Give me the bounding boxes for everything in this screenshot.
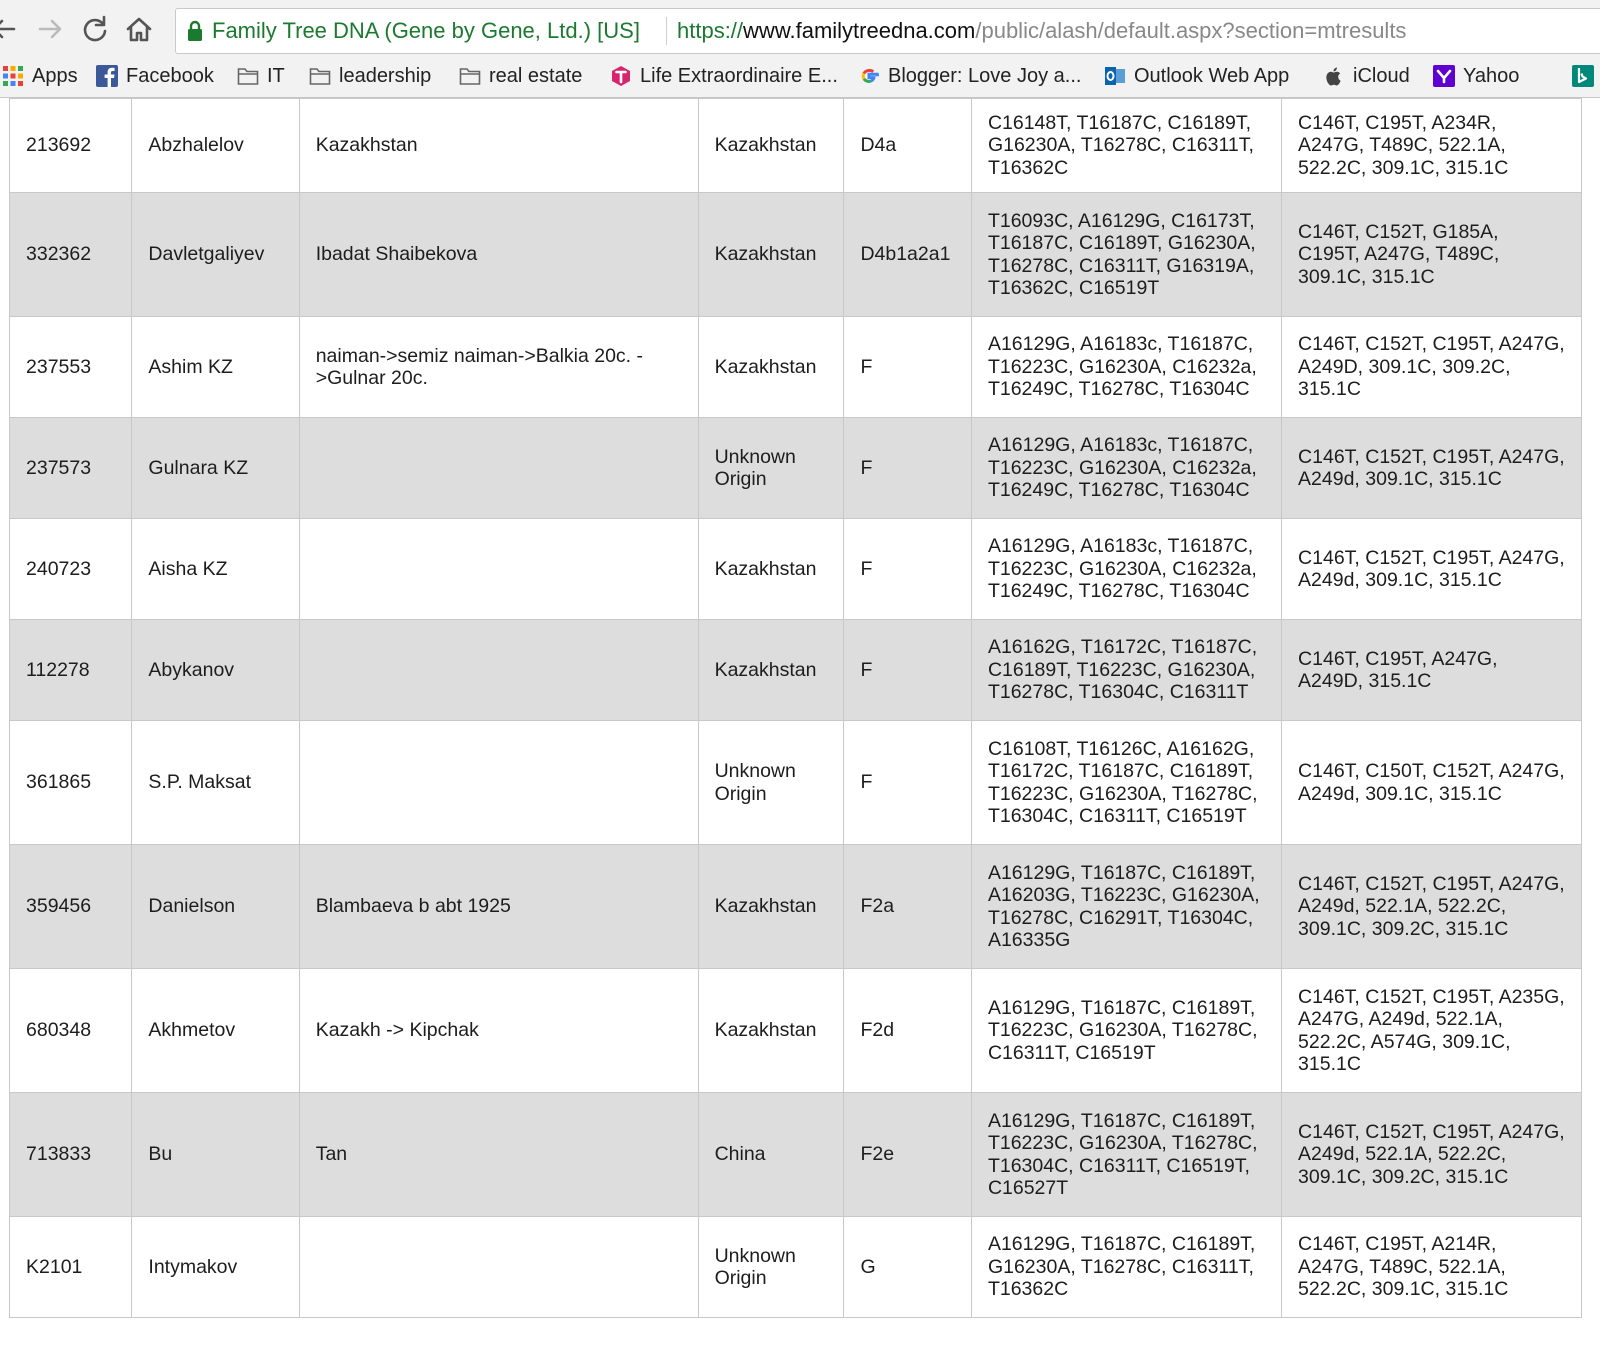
surname-cell: Abykanov <box>132 620 299 721</box>
bookmark-blogger[interactable] <box>858 58 1081 94</box>
surname-cell: Ashim KZ <box>132 317 299 418</box>
kit-number-cell: 237553 <box>10 317 132 418</box>
country-cell: Unknown Origin <box>698 721 844 845</box>
page-bottom-margin <box>0 1318 1600 1348</box>
bookmark-label: iCloud <box>1353 64 1410 87</box>
bookmark-yahoo[interactable] <box>1433 58 1519 94</box>
country-cell: Kazakhstan <box>698 620 844 721</box>
table-row <box>10 193 1582 317</box>
apple-icon <box>1323 65 1345 87</box>
surname-cell: Aisha KZ <box>132 519 299 620</box>
country-cell: Unknown Origin <box>698 1217 844 1318</box>
hvr1-mutations-cell: A16129G, A16183c, T16187C, T16223C, G16230A, C16232a, T16249C, T16278C, T16304C <box>971 418 1281 519</box>
hvr1-mutations-cell: A16129G, A16183c, T16187C, T16223C, G16230A, C16232a, T16249C, T16278C, T16304C <box>971 317 1281 418</box>
haplogroup-cell: G <box>844 1217 972 1318</box>
url-path: /public/alash/default.aspx?section=mtresults <box>975 18 1407 43</box>
url-scheme: https:// <box>677 18 744 43</box>
table-row <box>10 418 1582 519</box>
bing-icon <box>1572 65 1594 87</box>
bookmark-outlook[interactable] <box>1104 58 1289 94</box>
surname-cell: S.P. Maksat <box>132 721 299 845</box>
bookmark-label: leadership <box>339 64 432 87</box>
table-row <box>10 99 1582 193</box>
maternal-ancestor-cell: naiman->semiz naiman->Balkia 20c. ->Gulnar 20c. <box>299 317 698 418</box>
mtdna-results-table <box>9 98 1582 1318</box>
haplogroup-cell: F <box>844 620 972 721</box>
kit-number-cell: 361865 <box>10 721 132 845</box>
kit-number-cell: 213692 <box>10 99 132 193</box>
hvr2-mutations-cell: C146T, C195T, A247G, A249D, 315.1C <box>1282 620 1582 721</box>
kit-number-cell: K2101 <box>10 1217 132 1318</box>
bookmarks-bar <box>0 58 1600 96</box>
country-cell: Kazakhstan <box>698 99 844 193</box>
kit-number-cell: 237573 <box>10 418 132 519</box>
country-cell: China <box>698 1093 844 1217</box>
hvr1-mutations-cell: A16129G, T16187C, C16189T, A16203G, T16223C, G16230A, T16278C, C16291T, T16304C, A16335G <box>971 845 1281 969</box>
google-icon <box>858 65 880 87</box>
bookmark-apps[interactable] <box>2 58 78 94</box>
hvr2-mutations-cell: C146T, C150T, C152T, A247G, A249d, 309.1C, 315.1C <box>1282 721 1582 845</box>
back-arrow-icon <box>0 12 20 46</box>
site-t-icon <box>610 65 632 87</box>
bookmark-label: Outlook Web App <box>1134 64 1290 87</box>
kit-number-cell: 713833 <box>10 1093 132 1217</box>
hvr2-mutations-cell: C146T, C152T, C195T, A247G, A249d, 522.1A, 522.2C, 309.1C, 309.2C, 315.1C <box>1282 1093 1582 1217</box>
country-cell: Kazakhstan <box>698 317 844 418</box>
maternal-ancestor-cell: Blambaeva b abt 1925 <box>299 845 698 969</box>
bookmark-bing[interactable] <box>1572 58 1600 94</box>
haplogroup-cell: F2d <box>844 969 972 1093</box>
bookmark-label: Life Extraordinaire E... <box>640 64 838 87</box>
maternal-ancestor-cell: Ibadat Shaibekova <box>299 193 698 317</box>
omnibox-divider <box>666 17 667 45</box>
bookmark-facebook[interactable] <box>96 58 214 94</box>
forward-button[interactable] <box>34 12 68 46</box>
kit-number-cell: 240723 <box>10 519 132 620</box>
table-row <box>10 1093 1582 1217</box>
mtdna-results-table-container[interactable] <box>9 98 1582 1348</box>
address-bar[interactable] <box>175 8 1600 54</box>
haplogroup-cell: D4a <box>844 99 972 193</box>
surname-cell: Bu <box>132 1093 299 1217</box>
surname-cell: Davletgaliyev <box>132 193 299 317</box>
browser-chrome <box>0 0 1600 98</box>
surname-cell: Abzhalelov <box>132 99 299 193</box>
table-row <box>10 317 1582 418</box>
hvr2-mutations-cell: C146T, C195T, A214R, A247G, T489C, 522.1A, 522.2C, 309.1C, 315.1C <box>1282 1217 1582 1318</box>
hvr1-mutations-cell: C16148T, T16187C, C16189T, G16230A, T16278C, C16311T, T16362C <box>971 99 1281 193</box>
url-host: www.familytreedna.com <box>743 18 976 43</box>
bookmark-label: IT <box>267 64 285 87</box>
hvr2-mutations-cell: C146T, C152T, C195T, A235G, A247G, A249d, 522.1A, 522.2C, A574G, 309.1C, 315.1C <box>1282 969 1582 1093</box>
maternal-ancestor-cell <box>299 620 698 721</box>
haplogroup-cell: F <box>844 519 972 620</box>
table-row <box>10 969 1582 1093</box>
hvr2-mutations-cell: C146T, C152T, C195T, A247G, A249d, 309.1C, 315.1C <box>1282 418 1582 519</box>
bookmark-label: Yahoo <box>1463 64 1520 87</box>
hvr2-mutations-cell: C146T, C195T, A234R, A247G, T489C, 522.1A, 522.2C, 309.1C, 315.1C <box>1282 99 1582 193</box>
kit-number-cell: 112278 <box>10 620 132 721</box>
maternal-ancestor-cell: Kazakh -> Kipchak <box>299 969 698 1093</box>
surname-cell: Gulnara KZ <box>132 418 299 519</box>
folder-icon <box>459 65 481 87</box>
maternal-ancestor-cell: Kazakhstan <box>299 99 698 193</box>
maternal-ancestor-cell <box>299 1217 698 1318</box>
bookmark-label: real estate <box>489 64 583 87</box>
table-row <box>10 721 1582 845</box>
table-row <box>10 620 1582 721</box>
country-cell: Unknown Origin <box>698 418 844 519</box>
hvr1-mutations-cell: T16093C, A16129G, C16173T, T16187C, C16189T, G16230A, T16278C, C16311T, G16319A, T16362C, C16519T <box>971 193 1281 317</box>
bookmark-folder-it[interactable] <box>237 58 285 94</box>
apps-grid-icon <box>2 65 24 87</box>
home-icon <box>122 12 156 46</box>
bookmark-label: Apps <box>32 64 78 87</box>
surname-cell: Intymakov <box>132 1217 299 1318</box>
maternal-ancestor-cell <box>299 721 698 845</box>
table-row <box>10 845 1582 969</box>
hvr1-mutations-cell: A16162G, T16172C, T16187C, C16189T, T16223C, G16230A, T16278C, T16304C, C16311T <box>971 620 1281 721</box>
kit-number-cell: 332362 <box>10 193 132 317</box>
kit-number-cell: 680348 <box>10 969 132 1093</box>
url-text[interactable] <box>677 18 1406 44</box>
bookmark-life-extraordinaire[interactable] <box>610 58 838 94</box>
hvr1-mutations-cell: A16129G, T16187C, C16189T, T16223C, G16230A, T16278C, C16311T, C16519T <box>971 969 1281 1093</box>
outlook-icon <box>1104 65 1126 87</box>
bookmark-folder-real-estate[interactable] <box>459 58 582 94</box>
facebook-icon <box>96 65 118 87</box>
hvr1-mutations-cell: A16129G, A16183c, T16187C, T16223C, G16230A, C16232a, T16249C, T16278C, T16304C <box>971 519 1281 620</box>
country-cell: Kazakhstan <box>698 193 844 317</box>
table-row <box>10 519 1582 620</box>
haplogroup-cell: F <box>844 418 972 519</box>
haplogroup-cell: F <box>844 317 972 418</box>
haplogroup-cell: F2a <box>844 845 972 969</box>
hvr2-mutations-cell: C146T, C152T, C195T, A247G, A249D, 309.1C, 309.2C, 315.1C <box>1282 317 1582 418</box>
table-row <box>10 1217 1582 1318</box>
home-button[interactable] <box>122 12 156 46</box>
haplogroup-cell: F2e <box>844 1093 972 1217</box>
hvr2-mutations-cell: C146T, C152T, C195T, A247G, A249d, 309.1C, 315.1C <box>1282 519 1582 620</box>
country-cell: Kazakhstan <box>698 519 844 620</box>
yahoo-icon <box>1433 65 1455 87</box>
address-bar-row <box>0 0 1600 56</box>
secure-lock-icon <box>186 20 204 42</box>
hvr1-mutations-cell: C16108T, T16126C, A16162G, T16172C, T16187C, C16189T, T16223C, G16230A, T16278C, T16304C, C16311T, C16519T <box>971 721 1281 845</box>
maternal-ancestor-cell <box>299 519 698 620</box>
reload-icon <box>78 12 112 46</box>
folder-icon <box>237 65 259 87</box>
haplogroup-cell: F <box>844 721 972 845</box>
surname-cell: Akhmetov <box>132 969 299 1093</box>
bookmark-icloud[interactable] <box>1323 58 1410 94</box>
folder-icon <box>309 65 331 87</box>
back-button[interactable] <box>0 12 20 46</box>
maternal-ancestor-cell: Tan <box>299 1093 698 1217</box>
reload-button[interactable] <box>78 12 112 46</box>
forward-arrow-icon <box>34 12 68 46</box>
haplogroup-cell: D4b1a2a1 <box>844 193 972 317</box>
maternal-ancestor-cell <box>299 418 698 519</box>
results-table-body <box>10 99 1582 1318</box>
bookmark-folder-leadership[interactable] <box>309 58 431 94</box>
bookmark-label: Blogger: Love Joy a... <box>888 64 1082 87</box>
country-cell: Kazakhstan <box>698 845 844 969</box>
hvr2-mutations-cell: C146T, C152T, G185A, C195T, A247G, T489C, 309.1C, 315.1C <box>1282 193 1582 317</box>
hvr1-mutations-cell: A16129G, T16187C, C16189T, G16230A, T16278C, C16311T, T16362C <box>971 1217 1281 1318</box>
bookmark-label: Facebook <box>126 64 214 87</box>
surname-cell: Danielson <box>132 845 299 969</box>
hvr2-mutations-cell: C146T, C152T, C195T, A247G, A249d, 522.1A, 522.2C, 309.1C, 309.2C, 315.1C <box>1282 845 1582 969</box>
hvr1-mutations-cell: A16129G, T16187C, C16189T, T16223C, G16230A, T16278C, T16304C, C16311T, C16519T, C16527T <box>971 1093 1281 1217</box>
site-identity[interactable]: Family Tree DNA (Gene by Gene, Ltd.) [US] <box>212 18 640 43</box>
country-cell: Kazakhstan <box>698 969 844 1093</box>
kit-number-cell: 359456 <box>10 845 132 969</box>
